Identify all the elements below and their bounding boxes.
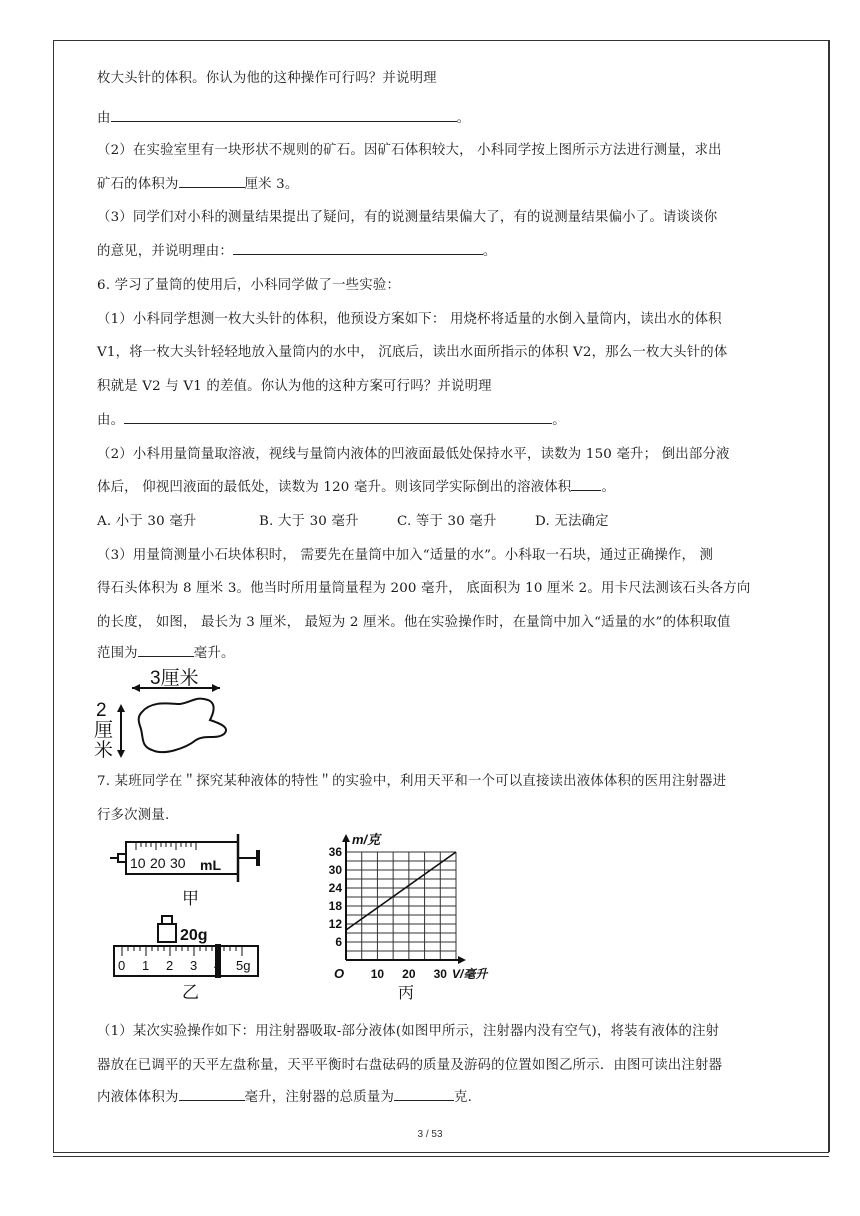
rider-slider [215, 944, 221, 978]
syringe-unit: mL [200, 857, 221, 873]
syringe-label-10: 10 [130, 855, 146, 871]
syringe-ticks [136, 842, 196, 850]
text-mid: 毫升，注射器的总质量为 [244, 1090, 395, 1105]
beam-ticks [122, 946, 242, 956]
beam-label-0: 0 [118, 958, 126, 973]
answer-blank[interactable] [111, 109, 457, 122]
stone-caliper-figure [92, 664, 252, 760]
x-axis-arrow [458, 956, 466, 964]
text-line [97, 107, 470, 126]
text-prefix: 矿石的体积为 [97, 177, 179, 192]
footer-rule [53, 1152, 829, 1153]
arrow-head-bottom [117, 750, 125, 758]
series-line [346, 852, 456, 930]
text-suffix: 。 [456, 111, 471, 126]
stone-outline [139, 699, 226, 752]
text-line: （3）同学们对小科的测量结果提出了疑问，有的说测量结果偏大了，有的说测量结果偏小了。请谈谈你 [97, 210, 718, 225]
mass-volume-chart [312, 832, 522, 1004]
text-line: （1）某次实验操作如下：用注射器吸取-部分液体(如图甲所示，注射器内没有空气)，将装有液体的注射 [97, 1024, 720, 1039]
text-prefix: 范围为 [97, 646, 138, 661]
text-suffix: 。 [482, 244, 497, 259]
question-heading: 7. 某班同学在＂探究某种液体的特性＂的实验中，利用天平和一个可以直接读出液体体积的医用注射器进 [97, 774, 727, 789]
caption-bing: 丙 [398, 985, 415, 1002]
beam-label-2: 2 [166, 958, 174, 973]
arrow-head-right [212, 684, 220, 692]
page-frame-double-line [829, 40, 830, 1152]
beam-label-3: 3 [190, 958, 198, 973]
y-tick-label: 30 [328, 863, 342, 877]
text-suffix: 毫升。 [193, 646, 235, 661]
chart-axes [342, 834, 466, 964]
text-prefix: 由 [97, 111, 111, 126]
option-a[interactable]: A. 小于 30 毫升 [97, 514, 197, 529]
syringe-label-30: 30 [170, 855, 186, 871]
text-line: 的长度， 如图， 最长为 3 厘米， 最短为 2 厘米。他在实验操作时，在量筒中加入“适量的水”的体积取值 [97, 615, 731, 630]
height-label-char-1: 厘 [94, 720, 114, 741]
text-line: V1，将一枚大头针轻轻地放入量筒内的水中， 沉底后，读出水面所指示的体积 V2，那么一枚大头针的体 [97, 345, 728, 360]
text-line: 得石头体积为 8 厘米 3。他当时所用量筒量程为 200 毫升， 底面积为 10 厘米 2。用卡尺法测该石头各方向 [97, 581, 751, 596]
weight-hook [162, 916, 172, 924]
option-c[interactable]: C. 等于 30 毫升 [397, 514, 497, 529]
text-line [97, 642, 235, 661]
y-tick-label: 36 [328, 845, 342, 859]
text-line: 枚大头针的体积。你认为他的这种操作可行吗？并说明理 [97, 71, 437, 86]
syringe-label-20: 20 [150, 855, 166, 871]
y-axis-arrow [342, 834, 350, 842]
y-tick-label: 24 [328, 881, 342, 895]
text-line: （3）用量筒测量小石块体积时， 需要先在量筒中加入“适量的水”。小科取一石块，通过正确操作， 测 [97, 548, 714, 563]
answer-blank[interactable] [179, 175, 245, 188]
beam-label-5g: 5g [236, 958, 251, 973]
text-line: 器放在已调平的天平左盘称量，天平平衡时右盘砝码的质量及游码的位置如图乙所示．由图可读出注射器 [97, 1058, 723, 1073]
y-tick-label: 18 [328, 899, 342, 913]
arrow-head-top [117, 704, 125, 712]
answer-blank[interactable] [394, 1088, 454, 1101]
width-label: 3厘米 [150, 668, 199, 689]
text-prefix: 内液体体积为 [97, 1090, 179, 1105]
options-line [97, 510, 609, 529]
syringe-figure [108, 824, 268, 908]
text-suffix: 克. [454, 1090, 473, 1105]
origin-label: O [334, 966, 345, 981]
answer-blank[interactable] [124, 411, 552, 424]
height-label-char-2: 米 [94, 740, 114, 760]
chart-grid [346, 852, 456, 960]
text-line [97, 476, 615, 495]
balance-scale-figure [108, 910, 268, 1002]
text-line: 积就是 V2 与 V1 的差值。你认为他的这种方案可行吗？并说明理 [97, 379, 492, 394]
text-suffix: 。 [601, 480, 616, 495]
y-axis-label: m/克 [352, 832, 381, 847]
text-suffix: 厘米 3。 [244, 177, 299, 192]
text-line: （2）小科用量筒量取溶液，视线与量筒内液体的凹液面最低处保持水平，读数为 150 毫升； 倒出部分液 [97, 447, 730, 462]
x-axis-label: V/毫升 [452, 967, 488, 981]
option-b[interactable]: B. 大于 30 毫升 [259, 514, 359, 529]
x-tick-label: 10 [370, 967, 385, 981]
y-tick-label: 12 [328, 917, 342, 931]
text-prefix: 体后， 仰视凹液面的最低处，读数为 120 毫升。则该同学实际倒出的溶液体积 [97, 480, 572, 495]
weight-label: 20g [180, 927, 208, 944]
answer-blank[interactable] [571, 478, 601, 491]
y-tick-label: 6 [335, 935, 342, 949]
footer-rule-double [53, 1156, 829, 1157]
text-line [97, 1086, 472, 1105]
height-label-number: 2 [96, 700, 107, 721]
text-line [97, 240, 497, 259]
syringe-tip [118, 854, 126, 862]
x-tick-label: 30 [433, 967, 447, 981]
text-prefix: 的意见，并说明理由： [97, 244, 233, 259]
text-line: （1）小科同学想测一枚大头针的体积，他预设方案如下： 用烧杯将适量的水倒入量筒内，读出水的体积 [97, 312, 722, 327]
text-line [97, 409, 566, 428]
plunger-head [256, 850, 260, 866]
arrow-head-left [132, 684, 140, 692]
text-line: （2）在实验室里有一块形状不规则的矿石。因矿石体积较大， 小科同学按上图所示方法进行测量，求出 [97, 143, 722, 158]
answer-blank[interactable] [179, 1088, 245, 1101]
x-tick-label: 20 [402, 967, 416, 981]
text-line: 行多次测量. [97, 808, 170, 823]
page-number: 3 / 53 [417, 1129, 443, 1140]
beam-label-1: 1 [142, 958, 150, 973]
weight-block [158, 924, 176, 942]
text-suffix: 。 [552, 413, 566, 428]
answer-blank[interactable] [138, 644, 194, 657]
caption-yi: 乙 [182, 983, 199, 1002]
question-heading: 6. 学习了量筒的使用后，小科同学做了一些实验： [97, 278, 401, 293]
caption-jia: 甲 [182, 889, 199, 908]
text-line [97, 173, 299, 192]
text-prefix: 由。 [97, 413, 125, 428]
answer-blank[interactable] [233, 242, 483, 255]
option-d[interactable]: D. 无法确定 [535, 514, 609, 529]
